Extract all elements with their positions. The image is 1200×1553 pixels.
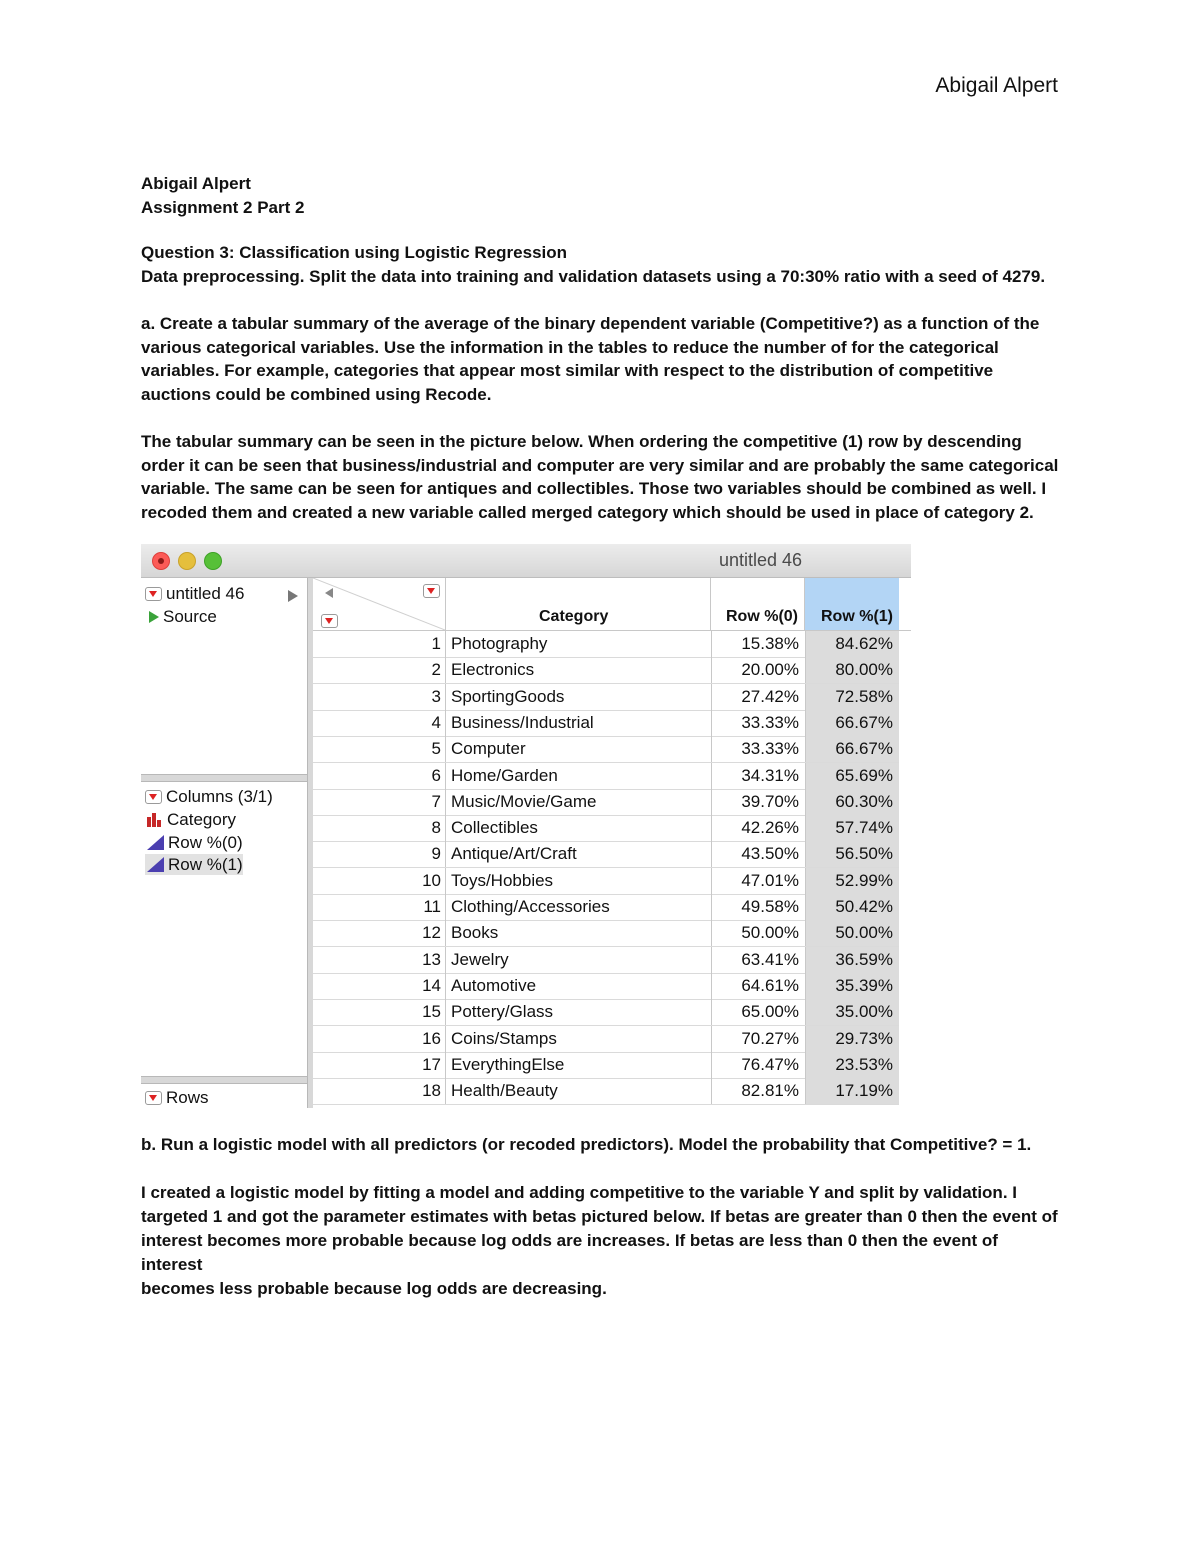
nominal-column-icon: [147, 813, 163, 827]
grid-line: [445, 1078, 446, 1104]
part-b-answer-line: interest becomes more probable because log odds are increases. If betas are less than 0 then the event of interest: [141, 1231, 998, 1274]
table-row[interactable]: [313, 684, 899, 711]
panel-splitter[interactable]: [141, 1076, 309, 1084]
cell-row0[interactable]: 49.58%: [741, 897, 799, 916]
grid-line: [445, 1026, 446, 1052]
part-a-prompt-line: auctions could be combined using Recode.: [141, 384, 492, 404]
table-row[interactable]: [313, 1052, 899, 1079]
cell-category[interactable]: Clothing/Accessories: [451, 897, 610, 916]
column-header-category[interactable]: [445, 578, 711, 630]
row-number[interactable]: 9: [431, 844, 441, 864]
cell-category[interactable]: Health/Beauty: [451, 1081, 558, 1101]
cell-row0[interactable]: 82.81%: [741, 1081, 799, 1101]
row-number[interactable]: 12: [422, 923, 441, 943]
row-number[interactable]: 15: [422, 1002, 441, 1022]
row-number[interactable]: 13: [422, 949, 441, 969]
cell-row1[interactable]: 35.39%: [835, 975, 893, 995]
red-triangle-menu-icon[interactable]: [145, 1091, 162, 1105]
part-a-answer-line: variable. The same can be seen for antiques and collectibles. Those two variables should be combined as well. I: [141, 479, 1047, 498]
rows-red-triangle-icon[interactable]: [321, 614, 338, 628]
cell-row1[interactable]: 52.99%: [835, 870, 893, 890]
left-panel: [141, 578, 309, 1108]
grid-line: [445, 684, 446, 710]
part-a-answer-line: order it can be seen that business/industrial and computer are very similar and are probably the same categorical: [141, 455, 1059, 475]
row-number[interactable]: 3: [431, 686, 441, 706]
table-row[interactable]: [313, 841, 899, 868]
close-window-button[interactable]: [152, 552, 170, 570]
cell-row1[interactable]: 23.53%: [835, 1054, 893, 1074]
cell-row0[interactable]: 34.31%: [741, 765, 799, 785]
run-script-icon[interactable]: [149, 611, 159, 623]
cell-row0[interactable]: 20.00%: [741, 660, 799, 680]
window-titlebar: [141, 544, 911, 578]
cell-row0[interactable]: 15.38%: [741, 634, 799, 653]
table-row[interactable]: [313, 815, 899, 842]
table-row[interactable]: [313, 894, 899, 921]
row-number[interactable]: 2: [431, 660, 441, 680]
expand-arrow-icon[interactable]: [288, 590, 298, 602]
table-row[interactable]: [313, 1078, 899, 1105]
column-header-label: Category: [539, 608, 609, 625]
cell-category[interactable]: Coins/Stamps: [451, 1028, 557, 1048]
row-number[interactable]: 4: [431, 712, 441, 732]
cell-row1[interactable]: 80.00%: [835, 660, 893, 680]
cell-category[interactable]: Computer: [451, 739, 526, 759]
part-a-answer-line: recoded them and created a new variable called merged category which should be used in place of category 2.: [141, 502, 1034, 522]
grid-line: [445, 947, 446, 973]
cell-row0[interactable]: 76.47%: [741, 1054, 799, 1074]
cell-row1[interactable]: 56.50%: [835, 844, 893, 864]
cell-row1[interactable]: 66.67%: [835, 712, 893, 732]
row-number[interactable]: 5: [431, 739, 441, 759]
assignment-title: Assignment 2 Part 2: [141, 197, 305, 217]
cell-row0[interactable]: 65.00%: [741, 1002, 799, 1022]
row-number[interactable]: 18: [422, 1081, 441, 1101]
column-header-row0[interactable]: [711, 578, 805, 630]
row-number[interactable]: 11: [423, 897, 441, 916]
rows-panel-header[interactable]: [145, 1087, 209, 1108]
table-row[interactable]: [313, 1026, 899, 1053]
grid-corner: [313, 578, 446, 630]
grid-header: [313, 578, 911, 631]
table-panel-header[interactable]: [145, 583, 244, 604]
column-item-category[interactable]: [145, 809, 236, 830]
cell-row0[interactable]: 63.41%: [741, 949, 799, 969]
columns-header-label: Columns (3/1): [166, 786, 273, 806]
cell-category[interactable]: Automotive: [451, 975, 537, 995]
part-b-answer-line: I created a logistic model by fitting a model and adding competitive to the variable Y and split by validation. I: [141, 1183, 1017, 1202]
zoom-window-button[interactable]: [204, 552, 222, 570]
cell-category[interactable]: Electronics: [451, 660, 535, 680]
table-name: untitled 46: [166, 583, 245, 603]
grid-line: [445, 815, 446, 841]
part-b-prompt: b. Run a logistic model with all predictors (or recoded predictors). Model the probability that Competitive? = 1.: [141, 1135, 1032, 1154]
jmp-window: [141, 544, 911, 1108]
minimize-window-button[interactable]: [178, 552, 196, 570]
continuous-column-icon: [147, 835, 164, 850]
cell-category[interactable]: EverythingElse: [451, 1054, 565, 1074]
rows-header-label: Rows: [166, 1087, 209, 1107]
cell-row0[interactable]: 50.00%: [741, 923, 799, 943]
cell-row1[interactable]: 50.00%: [835, 923, 893, 943]
row-number[interactable]: 10: [422, 870, 441, 890]
cell-category[interactable]: Collectibles: [451, 818, 538, 838]
red-triangle-menu-icon[interactable]: [145, 790, 162, 804]
preprocessing-text: Data preprocessing. Split the data into training and validation datasets using a 70:30% ratio with a seed of 4279.: [141, 266, 1046, 286]
cell-category[interactable]: Business/Industrial: [451, 712, 594, 732]
cell-category[interactable]: Photography: [451, 634, 548, 653]
part-a-prompt-line: a. Create a tabular summary of the average of the binary dependent variable (Competitive?) as a function of the: [141, 314, 1040, 333]
grid-line: [445, 710, 446, 736]
table-row[interactable]: [313, 947, 899, 974]
cell-row0[interactable]: 39.70%: [741, 791, 799, 811]
page-header-author: Abigail Alpert: [935, 74, 1058, 97]
grid-line: [445, 841, 446, 867]
question-title: Question 3: Classification using Logistic Regression: [141, 243, 568, 262]
cell-row1[interactable]: 17.19%: [835, 1081, 893, 1101]
table-row[interactable]: [313, 868, 899, 895]
grid-line: [445, 631, 446, 657]
table-row[interactable]: [313, 789, 899, 816]
document-body: [141, 172, 1061, 524]
cell-category[interactable]: Jewelry: [451, 949, 509, 969]
cell-row1[interactable]: 35.00%: [835, 1002, 893, 1022]
columns-red-triangle-icon[interactable]: [423, 584, 440, 598]
cell-row0[interactable]: 33.33%: [741, 712, 799, 732]
cell-row1[interactable]: 57.74%: [835, 818, 893, 838]
row-number[interactable]: 16: [422, 1028, 441, 1048]
cell-row0[interactable]: 27.42%: [741, 686, 799, 706]
cell-category[interactable]: Music/Movie/Game: [451, 791, 597, 811]
student-name: Abigail Alpert: [141, 174, 251, 193]
source-label: Source: [163, 606, 217, 626]
table-row[interactable]: [313, 710, 899, 737]
grid-line: [445, 736, 446, 762]
row-number[interactable]: 17: [422, 1054, 441, 1074]
table-row[interactable]: [313, 631, 899, 658]
row-number[interactable]: 6: [431, 765, 441, 785]
cell-row0[interactable]: 42.26%: [741, 818, 799, 838]
column-item-row0[interactable]: [145, 832, 243, 853]
cell-row1[interactable]: 50.42%: [835, 897, 893, 916]
column-name: Row %(0): [168, 832, 243, 852]
cell-row1[interactable]: 65.69%: [835, 765, 893, 785]
column-header-label: Row %(0): [726, 608, 798, 625]
data-grid: [313, 578, 911, 1108]
grid-line: [445, 657, 446, 683]
document-body-part-b: [141, 1133, 1061, 1301]
part-b-answer-line: becomes less probable because log odds are decreasing.: [141, 1279, 607, 1298]
columns-panel-header[interactable]: [145, 786, 273, 807]
grid-line: [445, 868, 446, 894]
window-title: untitled 46: [719, 550, 803, 570]
cell-row1[interactable]: 72.58%: [835, 686, 893, 706]
source-script[interactable]: [145, 606, 217, 627]
red-triangle-menu-icon[interactable]: [145, 587, 162, 601]
grid-line: [445, 973, 446, 999]
column-header-label: Row %(1): [821, 608, 893, 625]
grid-line: [445, 1052, 446, 1078]
column-name: Category: [167, 809, 236, 829]
table-row[interactable]: [313, 920, 899, 947]
cell-category[interactable]: Toys/Hobbies: [451, 870, 554, 890]
cell-row1[interactable]: 84.62%: [835, 634, 893, 653]
cell-category[interactable]: Antique/Art/Craft: [451, 844, 577, 864]
grid-line: [445, 920, 446, 946]
row-number[interactable]: 14: [422, 975, 441, 995]
cell-row0[interactable]: 70.27%: [741, 1028, 799, 1048]
cell-row1[interactable]: 66.67%: [835, 739, 893, 759]
cell-row1[interactable]: 60.30%: [835, 791, 893, 811]
table-row[interactable]: [313, 736, 899, 763]
column-header-row1[interactable]: [805, 578, 899, 630]
grid-line: [445, 763, 446, 789]
scroll-left-arrow-icon[interactable]: [325, 588, 333, 598]
table-row[interactable]: [313, 763, 899, 790]
cell-category[interactable]: Books: [451, 923, 499, 943]
row-number[interactable]: 1: [431, 634, 441, 653]
cell-row0[interactable]: 47.01%: [741, 870, 799, 890]
grid-line: [445, 999, 446, 1025]
cell-category[interactable]: Home/Garden: [451, 765, 558, 785]
grid-line: [445, 894, 446, 920]
continuous-column-icon: [147, 857, 164, 872]
grid-line: [445, 789, 446, 815]
cell-row0[interactable]: 43.50%: [741, 844, 799, 864]
cell-row0[interactable]: 64.61%: [741, 975, 799, 995]
table-row[interactable]: [313, 657, 899, 684]
cell-category[interactable]: Pottery/Glass: [451, 1002, 554, 1022]
part-a-prompt-line: variables. For example, categories that appear most similar with respect to the distribution of competitive: [141, 361, 994, 380]
panel-splitter[interactable]: [141, 774, 309, 782]
part-b-answer-line: targeted 1 and got the parameter estimates with betas pictured below. If betas are greater than 0 then the event of: [141, 1207, 1058, 1226]
column-item-row1[interactable]: [145, 854, 243, 875]
cell-category[interactable]: SportingGoods: [451, 686, 565, 706]
cell-row1[interactable]: 36.59%: [835, 949, 893, 969]
table-row[interactable]: [313, 999, 899, 1026]
part-a-answer-line: The tabular summary can be seen in the picture below. When ordering the competitive (1) row by descending: [141, 432, 1022, 451]
row-number[interactable]: 7: [431, 791, 441, 811]
row-number[interactable]: 8: [431, 818, 441, 838]
cell-row0[interactable]: 33.33%: [741, 739, 799, 759]
column-name: Row %(1): [168, 854, 243, 874]
part-a-prompt-line: various categorical variables. Use the information in the tables to reduce the number of for the categorical: [141, 337, 999, 357]
table-row[interactable]: [313, 973, 899, 1000]
cell-row1[interactable]: 29.73%: [835, 1028, 893, 1048]
